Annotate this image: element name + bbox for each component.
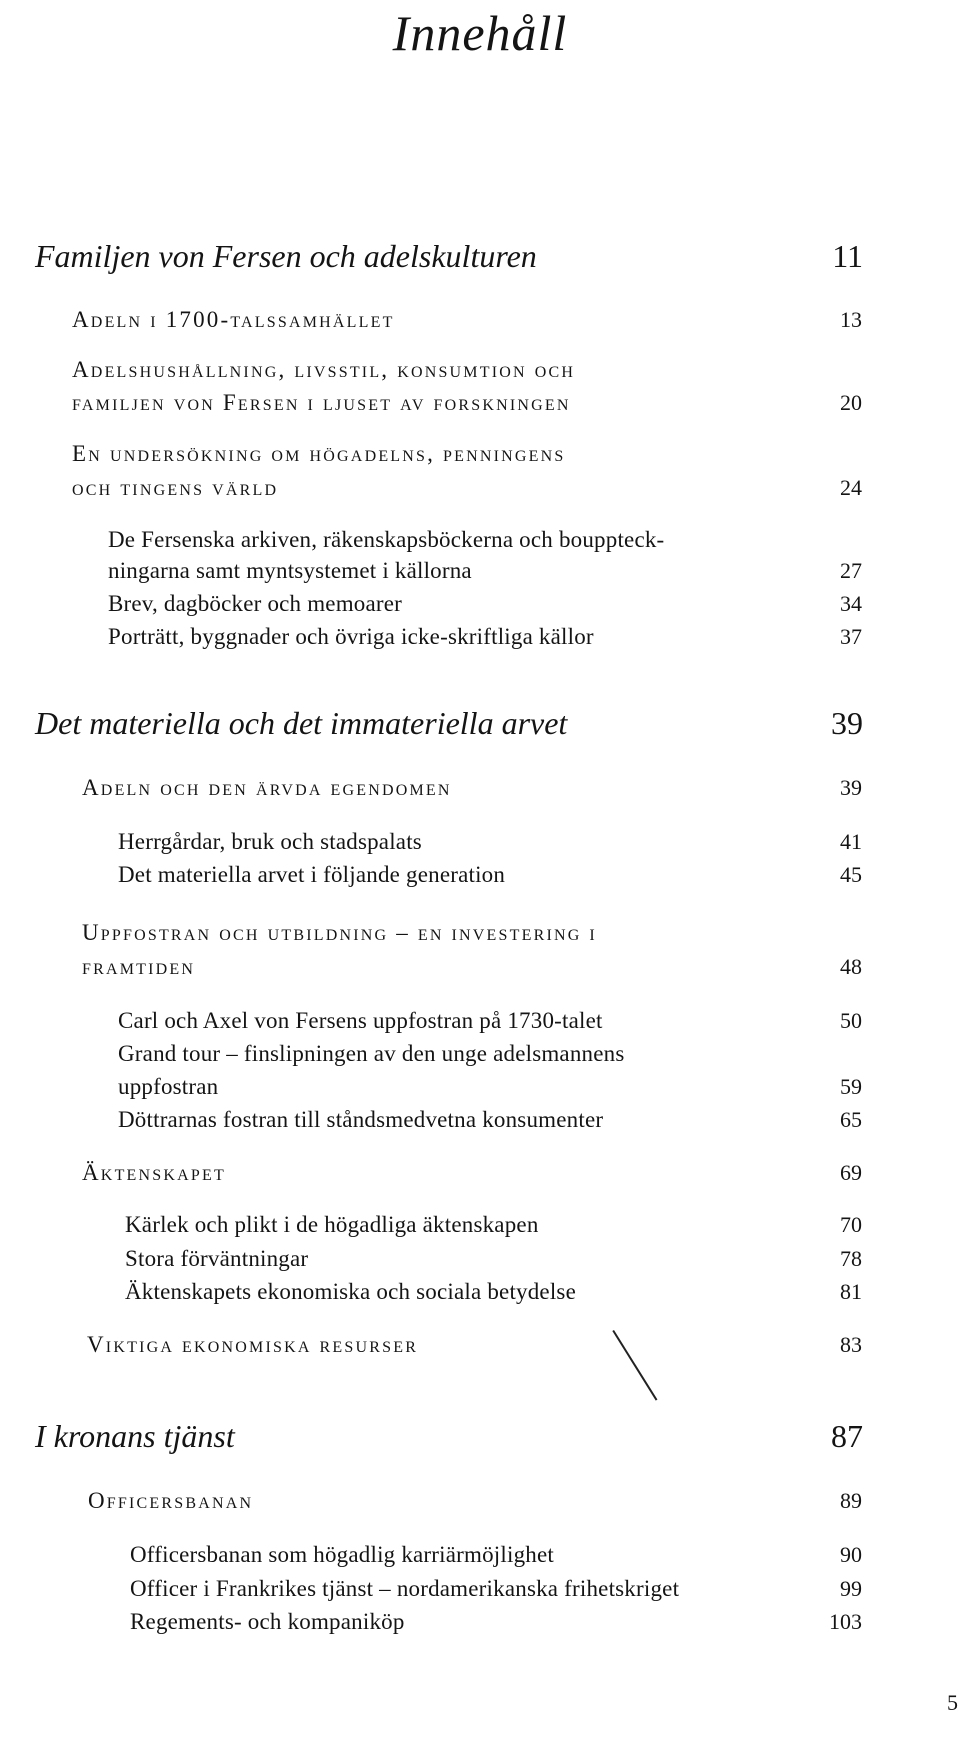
section-page-number: 65 xyxy=(840,1107,862,1132)
page-title: Innehåll xyxy=(392,5,568,61)
section-title: Porträtt, byggnader och övriga icke-skriftliga källor xyxy=(108,624,594,649)
chapter-page-number: 89 xyxy=(840,1488,862,1513)
section-page-number: 27 xyxy=(840,558,862,583)
chapter-page-number: 13 xyxy=(840,307,862,332)
part-title: Familjen von Fersen och adelskulturen xyxy=(35,238,537,274)
page-number: 5 xyxy=(947,1690,958,1715)
section-title: Stora förväntningar xyxy=(125,1246,309,1271)
chapter-page-number: 69 xyxy=(840,1160,862,1185)
chapter-page-number: 48 xyxy=(840,954,862,979)
section-title: Herrgårdar, bruk och stadspalats xyxy=(118,829,422,854)
section-title: Brev, dagböcker och memoarer xyxy=(108,591,403,616)
section-title-continued: uppfostran xyxy=(118,1074,219,1099)
chapter-title: Uppfostran och utbildning – en investering i xyxy=(82,920,597,945)
section-title: Officersbanan som högadlig karriärmöjlighet xyxy=(130,1542,554,1567)
part-title: Det materiella och det immateriella arvet xyxy=(35,705,568,741)
part-title: I kronans tjänst xyxy=(35,1418,235,1454)
chapter-title: Viktiga ekonomiska resurser xyxy=(87,1332,419,1357)
chapter-title-continued: familjen von Fersen i ljuset av forskningen xyxy=(72,390,571,415)
section-title: Kärlek och plikt i de högadliga äktenskapen xyxy=(125,1212,539,1237)
chapter-title: Adeln och den ärvda egendomen xyxy=(82,775,452,800)
part-page-number: 11 xyxy=(832,238,863,274)
section-page-number: 90 xyxy=(840,1542,862,1567)
chapter-title: Officersbanan xyxy=(88,1488,254,1513)
chapter-page-number: 83 xyxy=(840,1332,862,1357)
chapter-title: Adeln i 1700-talssamhället xyxy=(72,307,395,332)
section-title: Grand tour – finslipningen av den unge adelsmannens xyxy=(118,1041,625,1066)
section-title: Det materiella arvet i följande generation xyxy=(118,862,506,887)
section-title: Regements- och kompaniköp xyxy=(130,1609,405,1634)
section-page-number: 81 xyxy=(840,1279,862,1304)
section-page-number: 70 xyxy=(840,1212,862,1237)
section-title: Äktenskapets ekonomiska och sociala betydelse xyxy=(125,1279,576,1304)
section-page-number: 41 xyxy=(840,829,862,854)
chapter-title: Adelshushållning, livsstil, konsumtion och xyxy=(72,357,576,382)
chapter-title-continued: framtiden xyxy=(82,954,196,979)
section-title-continued: ningarna samt myntsystemet i källorna xyxy=(108,558,472,583)
section-page-number: 34 xyxy=(840,591,862,616)
section-title: Officer i Frankrikes tjänst – nordamerikanska frihetskriget xyxy=(130,1576,680,1601)
chapter-page-number: 24 xyxy=(840,475,862,500)
chapter-title-continued: och tingens värld xyxy=(72,475,279,500)
chapter-title: Äktenskapet xyxy=(82,1160,226,1185)
part-page-number: 87 xyxy=(831,1418,863,1454)
section-page-number: 50 xyxy=(840,1008,862,1033)
section-page-number: 99 xyxy=(840,1576,862,1601)
chapter-page-number: 39 xyxy=(840,775,862,800)
section-page-number: 45 xyxy=(840,862,862,887)
chapter-page-number: 20 xyxy=(840,390,862,415)
section-page-number: 37 xyxy=(840,624,862,649)
part-page-number: 39 xyxy=(831,705,863,741)
section-title: Carl och Axel von Fersens uppfostran på 1730-talet xyxy=(118,1008,603,1033)
section-page-number: 103 xyxy=(829,1609,862,1634)
section-page-number: 59 xyxy=(840,1074,862,1099)
section-title: Döttrarnas fostran till ståndsmedvetna konsumenter xyxy=(118,1107,604,1132)
section-title: De Fersenska arkiven, räkenskapsböckerna och bouppteck- xyxy=(108,527,665,552)
pen-stroke-mark xyxy=(612,1330,657,1401)
chapter-title: En undersökning om högadelns, penningens xyxy=(72,441,566,466)
section-page-number: 78 xyxy=(840,1246,862,1271)
